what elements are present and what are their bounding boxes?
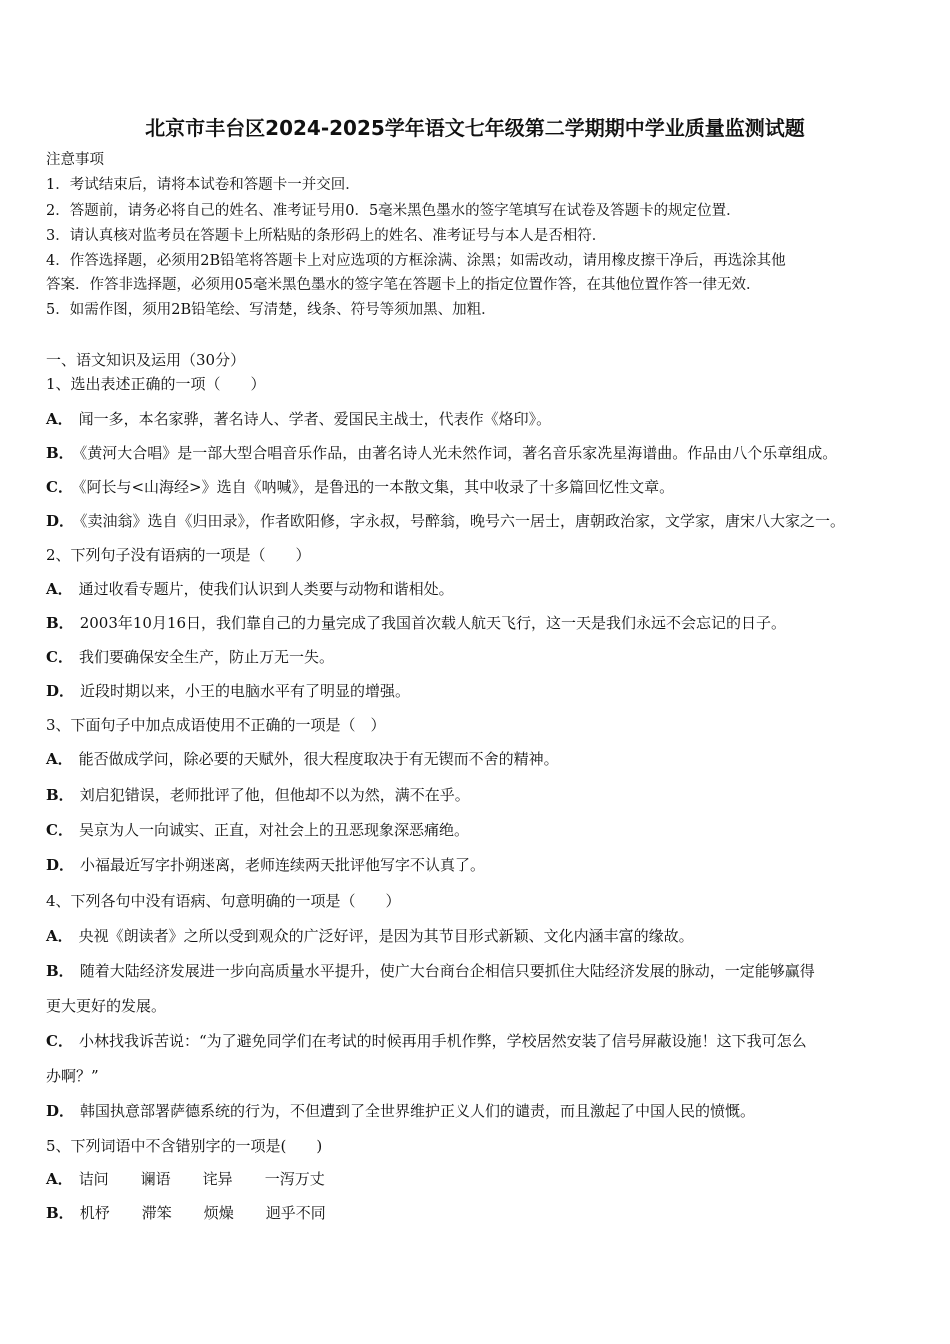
option-label: B．	[46, 786, 74, 804]
option-label: B．	[46, 962, 74, 980]
option-text: 吴京为人一向诚实、正直，对社会上的丑恶现象深恶痛绝。	[78, 821, 469, 839]
option-word: 一泻万丈	[264, 1170, 325, 1188]
option-label: D．	[46, 682, 75, 700]
option-d	[46, 511, 916, 531]
option-word: 谰语	[140, 1170, 171, 1188]
option-word: 诘问	[78, 1170, 109, 1188]
question-stem: 3、下面句子中加点成语使用不正确的一项是（ ）	[46, 716, 386, 734]
option-word: 机杼	[79, 1204, 110, 1222]
notice-item: 1．考试结束后，请将本试卷和答题卡一并交回．	[46, 177, 360, 193]
option-b	[46, 961, 916, 981]
option-label: B．	[46, 1204, 74, 1222]
option-text: 韩国执意部署萨德系统的行为，不但遭到了全世界维护正义人们的谴责，而且激起了中国人民的愤慨。	[80, 1102, 756, 1120]
option-text: 近段时期以来，小王的电脑水平有了明显的增强。	[80, 682, 411, 700]
question-stem: 2、下列句子没有语病的一项是（ ）	[46, 546, 311, 564]
option-label: B．	[46, 614, 74, 632]
option-continuation: 办啊？”	[46, 1067, 99, 1085]
option-b	[46, 613, 916, 633]
option-word: 迥乎不同	[265, 1204, 326, 1222]
option-a	[46, 579, 916, 599]
option-label: A．	[46, 410, 73, 428]
option-text: 闻一多，本名家骅，著名诗人、学者、爱国民主战士，代表作《烙印》。	[78, 410, 552, 428]
option-text: 小福最近写字扑朔迷离，老师连续两天批评他写字不认真了。	[80, 856, 486, 874]
question-stem: 4、下列各句中没有语病、句意明确的一项是（ ）	[46, 892, 401, 910]
notice-heading: 注意事项	[46, 152, 104, 168]
question-stem: 5、下列词语中不含错别字的一项是( )	[46, 1137, 323, 1155]
section-heading: 一、语文知识及运用（30分）	[46, 351, 246, 369]
option-b	[46, 1203, 916, 1223]
option-text: 《阿长与<山海经>》选自《呐喊》，是鲁迅的一本散文集，其中收录了十多篇回忆性文章。	[78, 478, 675, 496]
option-a	[46, 749, 916, 769]
option-d	[46, 1101, 916, 1121]
option-label: D．	[46, 856, 75, 874]
option-label: B．	[46, 444, 74, 462]
option-text: 《黄河大合唱》是一部大型合唱音乐作品，由著名诗人光未然作词，著名音乐家冼星海谱曲。作品由八个乐章组成。	[79, 444, 838, 462]
option-text: 刘启犯错误，老师批评了他，但他却不以为然，满不在乎。	[79, 786, 470, 804]
option-word: 滞笨	[141, 1204, 172, 1222]
option-text: 能否做成学问，除必要的天赋外，很大程度取决于有无锲而不舍的精神。	[78, 750, 559, 768]
option-label: C．	[46, 478, 73, 496]
option-label: D．	[46, 1102, 75, 1120]
option-c	[46, 647, 916, 667]
option-a	[46, 409, 916, 429]
option-text: 小林找我诉苦说：“为了避免同学们在考试的时候再用手机作弊，学校居然安装了信号屏蔽设施！这下我可怎么	[78, 1032, 807, 1050]
option-c	[46, 1031, 916, 1051]
option-text: 2003年10月16日，我们靠自己的力量完成了我国首次载人航天飞行，这一天是我们永远不会忘记的日子。	[79, 614, 787, 632]
option-text: 通过收看专题片，使我们认识到人类要与动物和谐相处。	[78, 580, 454, 598]
option-text: 央视《朗读者》之所以受到观众的广泛好评，是因为其节目形式新颖、文化内涵丰富的缘故。	[78, 927, 694, 945]
option-d	[46, 855, 916, 875]
option-continuation: 更大更好的发展。	[46, 997, 167, 1015]
option-a	[46, 1169, 916, 1189]
option-a	[46, 926, 916, 946]
option-word: 烦燥	[203, 1204, 234, 1222]
question-stem: 1、选出表述正确的一项（ ）	[46, 375, 266, 393]
notice-item: 2．答题前，请务必将自己的姓名、准考证号用0．5毫米黑色墨水的签字笔填写在试卷及答题卡的规定位置．	[46, 203, 741, 219]
option-label: A．	[46, 1170, 73, 1188]
option-label: A．	[46, 927, 73, 945]
option-word: 诧异	[202, 1170, 233, 1188]
option-d	[46, 681, 916, 701]
option-label: C．	[46, 821, 73, 839]
option-label: A．	[46, 750, 73, 768]
option-c	[46, 820, 916, 840]
option-label: C．	[46, 648, 73, 666]
option-text: 《卖油翁》选自《归田录》，作者欧阳修，字永叔，号醉翁，晚号六一居士，唐朝政治家，文学家，唐宋八大家之一。	[80, 512, 846, 530]
notice-item: 4．作答选择题，必须用2B铅笔将答题卡上对应选项的方框涂满、涂黑；如需改动，请用橡皮擦干净后，再选涂其他	[46, 253, 786, 269]
option-text: 随着大陆经济发展进一步向高质量水平提升，使广大台商台企相信只要抓住大陆经济发展的脉动，一定能够赢得	[79, 962, 815, 980]
option-text: 我们要确保安全生产，防止万无一失。	[78, 648, 334, 666]
notice-item: 答案．作答非选择题，必须用05毫米黑色墨水的签字笔在答题卡上的指定位置作答，在其他位置作答一律无效．	[46, 277, 761, 293]
option-label: D．	[46, 512, 75, 530]
option-b	[46, 785, 916, 805]
exam-title: 北京市丰台区2024-2025学年语文七年级第二学期期中学业质量监测试题	[145, 116, 805, 140]
option-label: A．	[46, 580, 73, 598]
option-label: C．	[46, 1032, 73, 1050]
option-b	[46, 443, 916, 463]
option-c	[46, 477, 916, 497]
notice-item: 3．请认真核对监考员在答题卡上所粘贴的条形码上的姓名、准考证号与本人是否相符．	[46, 228, 607, 244]
notice-item: 5．如需作图，须用2B铅笔绘、写清楚，线条、符号等须加黑、加粗．	[46, 302, 496, 318]
